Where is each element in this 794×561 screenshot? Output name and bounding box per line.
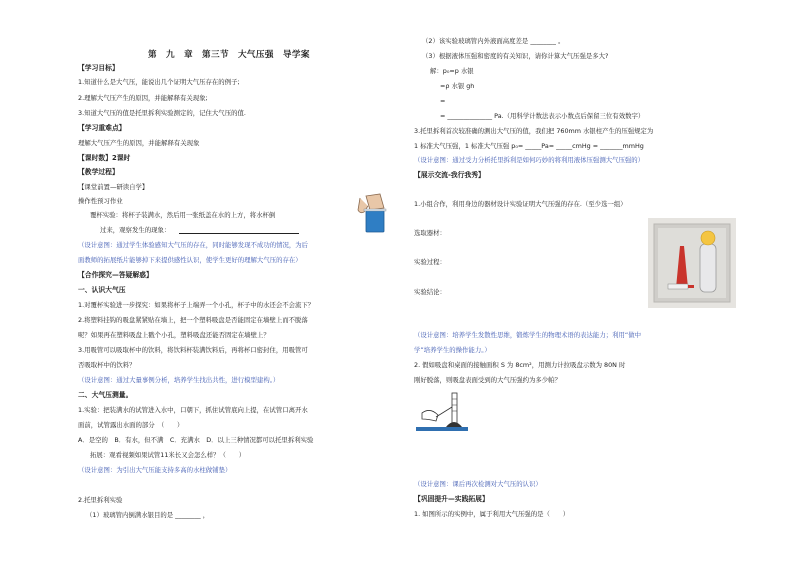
measure-1a: 1.实验：把装满水的试管进入水中，口朝下，抓住试管底向上提，在试管口离开水	[78, 406, 308, 414]
left-column	[78, 0, 400, 561]
solution-line-3: =	[440, 97, 446, 105]
heading-intro: 【课堂前置—研读自学】	[78, 183, 149, 191]
answer-blank-line	[179, 233, 299, 234]
extension-question: 拓展：观看视频如果试管11米长又会怎么样？（ ）	[90, 451, 246, 459]
torricelli-question-1: （1）玻璃管内倒满水银目的是 ________ ，	[86, 511, 210, 519]
design-intent-2: （设计意图：通过大量事例分析，培养学生找出共性，进行模型建构。）	[78, 376, 280, 384]
heading-goals: 【学习目标】	[78, 64, 119, 72]
solution-line-2: =ρ 水银 gh	[440, 82, 475, 90]
suction-question-1: 2. 假如吸盘和桌面的接触面积 S 为 8cm²，用测力计拉吸盘示数为 80N 时	[414, 361, 626, 369]
design-intent-5b: 学”培养学生的操作能力。）	[414, 346, 491, 354]
standard-pressure-1: 3.托里拆利首次较准确的测出大气压的值，我们把 760mm 水银柱产生的压强规定为	[414, 127, 654, 135]
question-1: 1.对覆杯实验进一步探究：如果将杯子上端弄一个小孔，杯子中的水还会不会流下？	[78, 301, 315, 309]
heading-consolidate: 【巩固提升—实践拓展】	[414, 495, 489, 503]
heading-cooperation: 【合作探究—答疑解惑】	[78, 271, 153, 279]
group-task-1: 1.小组合作，利用身边的器材设计实验证明大气压强的存在.（至少选一组）	[414, 200, 627, 208]
question-3b: 否吸取杯中的饮料？	[78, 361, 136, 369]
torricelli-question-3: （3）根据液体压强和密度的有关知识，请你计算大气压强是多大?	[422, 52, 609, 60]
heading-hours: 【课时数】2课时	[78, 154, 131, 162]
design-intent-6: （设计意图：课后再次检测对大气压的认识）	[414, 480, 542, 488]
design-intent-5a: （设计意图：培养学生发散性思维，锻炼学生的物理术语的表达能力；利用“做中	[414, 331, 641, 339]
question-3a: 3.用吸管可以吸取杯中的饮料，将饮料杯装满饮料后，再将杯口密封住，用吸管可	[78, 346, 308, 354]
question-2a: 2.将塑料挂钩的吸盘紧紧贴在墙上，把一个塑料吸盘是否能固定在墙壁上而不脱落	[78, 316, 308, 324]
suction-cup-figure	[416, 391, 468, 437]
design-intent-1a: （设计意图：通过学生体验感知大气压的存在，同时能够发现不成功的情况，为后	[78, 241, 309, 249]
design-intent-1b: 面教师的拓展纸片能够掉下来提供感性认识，使学生更好的理解大气压的存在）	[78, 256, 302, 264]
section-1-title: 一、认识大气压	[78, 286, 126, 294]
goal-1: 1.知道什么是大气压，能说出几个证明大气压存在的例子;	[78, 78, 240, 86]
right-column	[414, 0, 740, 561]
experiment-line-2: 过来，观察发生的现象：	[100, 226, 171, 234]
torricelli-heading: 2.托里拆利实验	[78, 496, 123, 504]
conclusion-label: 实验结论：	[414, 288, 446, 296]
equipment-label: 选取器材：	[414, 229, 446, 237]
cup-experiment-figure	[354, 190, 394, 234]
torricelli-question-2: （2）该实验玻璃管内外液面高度差是 ________ 。	[422, 37, 565, 45]
equipment-photo	[648, 218, 736, 308]
key-point-1: 理解大气压产生的原因，并能解释有关现象	[78, 139, 200, 147]
final-question: 1. 如图所示的实例中，属于利用大气压强的是（ ）	[414, 510, 570, 518]
doc-title: 第 九 章 第三节 大气压强 导学案	[148, 50, 310, 60]
standard-pressure-2: 1 标准大气压强，1 标准大气压强 p₀= _____Pa= _____cmHg = _______mmHg	[414, 142, 644, 150]
practice-label: 操作性预习作业	[78, 197, 123, 205]
heading-process: 【教学过程】	[78, 168, 119, 176]
solution-line-4: = ______________ Pa.（用科学计数法表示小数点后保留三位有效数字）	[440, 112, 645, 120]
procedure-label: 实验过程：	[414, 258, 446, 266]
goal-2: 2.理解大气压产生的原因，并能解释有关现象;	[78, 94, 208, 102]
measure-1b: 面前，试管露出水面的部分 （ ）	[78, 421, 184, 429]
section-2-title: 二、大气压测量。	[78, 391, 133, 399]
heading-show: 【展示交流-我行我秀】	[414, 171, 485, 179]
design-intent-4: （设计意图：通过受力分析托里拆利是如何巧妙的将利用液体压强测大气压强的）	[414, 156, 645, 164]
experiment-line-1: 覆杯实验：将杯子装满水，然后用一张纸盖在水的上方，将水杯倒	[90, 211, 276, 219]
goal-3: 3.知道大气压的值是托里拆利实验测定的，记住大气压的值.	[78, 109, 246, 117]
question-2b: 呢？如果再在塑料吸盘上戳个小孔，塑料吸盘还能否固定在墙壁上？	[78, 331, 270, 339]
heading-key-points: 【学习重难点】	[78, 124, 126, 132]
answer-options: A．是空的 B．有水，但不满 C．充满水 D．以上三种情况都可以托里拆利实验	[78, 436, 314, 444]
solution-line-1: 解：p₀=p 水银	[430, 67, 474, 75]
design-intent-3: （设计意图：为引出大气压能支持多高的水柱做铺垫）	[78, 466, 232, 474]
suction-question-2: 刚好脱落，则吸盘表面受到的大气压强约为多少帕？	[414, 376, 561, 384]
